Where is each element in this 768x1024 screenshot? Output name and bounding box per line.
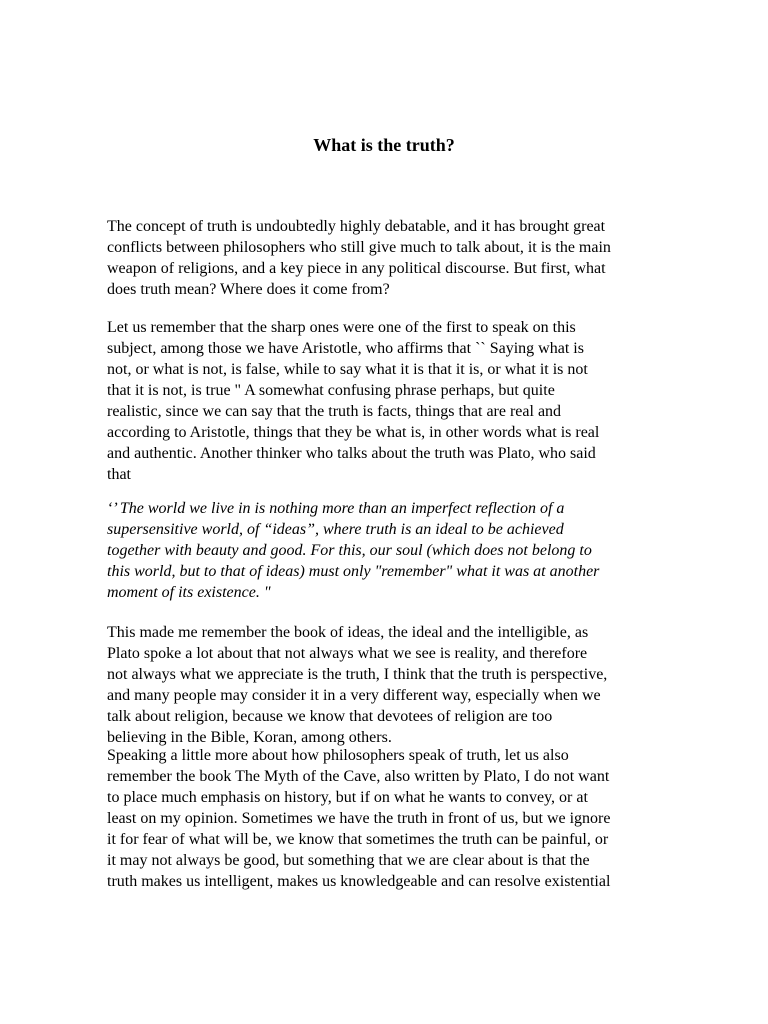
paragraph-line: truth makes us intelligent, makes us knowledgeable and can resolve existential <box>107 873 611 890</box>
quote-line: ‘’ The world we live in is nothing more than an imperfect reflection of a <box>107 500 565 517</box>
paragraph-line: and many people may consider it in a very different way, especially when we <box>107 687 601 704</box>
paragraph-line: does truth mean? Where does it come from? <box>107 281 390 298</box>
paragraph-line: it may not always be good, but something that we are clear about is that the <box>107 852 590 869</box>
quote-line: moment of its existence. " <box>107 584 271 601</box>
paragraph-5 <box>107 745 667 892</box>
paragraph-line: it for fear of what will be, we know that sometimes the truth can be painful, or <box>107 831 609 848</box>
paragraph-line: weapon of religions, and a key piece in any political discourse. But first, what <box>107 260 606 277</box>
paragraph-line: Let us remember that the sharp ones were one of the first to speak on this <box>107 319 576 336</box>
paragraph-line: believing in the Bible, Koran, among others. <box>107 729 392 746</box>
paragraph-line: not, or what is not, is false, while to say what it is that it is, or what it is not <box>107 361 588 378</box>
paragraph-line: that <box>107 466 131 483</box>
paragraph-line: not always what we appreciate is the truth, I think that the truth is perspective, <box>107 666 608 683</box>
paragraph-line: Plato spoke a lot about that not always what we see is reality, and therefore <box>107 645 588 662</box>
paragraph-line: least on my opinion. Sometimes we have the truth in front of us, but we ignore <box>107 810 611 827</box>
paragraph-line: This made me remember the book of ideas, the ideal and the intelligible, as <box>107 624 589 641</box>
quote-line: this world, but to that of ideas) must only "remember" what it was at another <box>107 563 600 580</box>
paragraph-line: to place much emphasis on history, but if on what he wants to convey, or at <box>107 789 588 806</box>
paragraph-line: and authentic. Another thinker who talks about the truth was Plato, who said <box>107 445 596 462</box>
paragraph-line: remember the book The Myth of the Cave, also written by Plato, I do not want <box>107 768 610 785</box>
paragraph-2 <box>107 317 667 485</box>
paragraph-line: talk about religion, because we know that devotees of religion are too <box>107 708 553 725</box>
page-title: What is the truth? <box>313 135 455 155</box>
paragraph-line: Speaking a little more about how philosophers speak of truth, let us also <box>107 747 569 764</box>
paragraph-line: The concept of truth is undoubtedly highly debatable, and it has brought great <box>107 218 606 235</box>
quote-line: together with beauty and good. For this, our soul (which does not belong to <box>107 542 592 559</box>
paragraph-line: subject, among those we have Aristotle, who affirms that `` Saying what is <box>107 340 584 357</box>
paragraph-line: according to Aristotle, things that they be what is, in other words what is real <box>107 424 600 441</box>
paragraph-4 <box>107 622 667 748</box>
paragraph-1 <box>107 216 667 300</box>
plato-quote <box>107 498 667 603</box>
paragraph-line: realistic, since we can say that the truth is facts, things that are real and <box>107 403 562 420</box>
paragraph-line: that it is not, is true " A somewhat confusing phrase perhaps, but quite <box>107 382 555 399</box>
quote-line: supersensitive world, of “ideas”, where truth is an ideal to be achieved <box>107 521 564 538</box>
paragraph-line: conflicts between philosophers who still give much to talk about, it is the main <box>107 239 611 256</box>
